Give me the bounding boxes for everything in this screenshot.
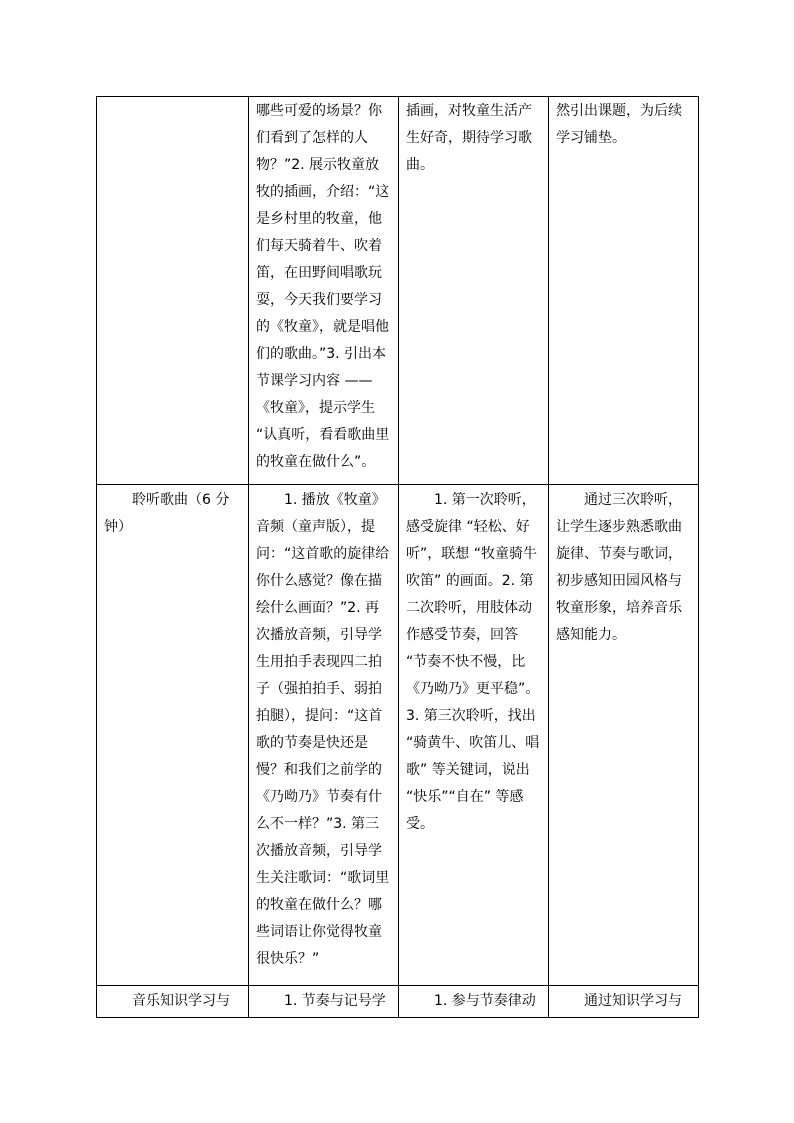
- design-intent-text: 通过三次聆听，让学生逐步熟悉歌曲旋律、节奏与歌词，初步感知田园风格与牧童形象，培养音乐感知能力。: [556, 492, 682, 643]
- table-row: [97, 97, 699, 485]
- teacher-activity-cell: [249, 97, 399, 485]
- student-activity-text: 插画，对牧童生活产生好奇，期待学习歌曲。: [406, 103, 532, 173]
- stage-text: 聆听歌曲（6 分钟）: [104, 492, 230, 535]
- stage-cell: [97, 97, 249, 485]
- teacher-activity-text: 1. 节奏与记号学: [284, 993, 386, 1009]
- design-intent-text: 通过知识学习与: [584, 993, 682, 1009]
- student-activity-cell: [399, 986, 549, 1018]
- teacher-activity-text: 1. 播放《牧童》音频（童声版），提问：“这首歌的旋律给你什么感觉？像在描绘什么画面？”2. 再次播放音频，引导学生用拍手表现四二拍子（强拍拍手、弱拍拍腿），提问：“这首歌的节奏是快还是慢？和我们之前学的《乃呦乃》节奏有什么不一样？”3. 第三次播放音频，引导学生关注歌词：“歌词里的牧童在做什么？哪些词语让你觉得牧童很快乐？”: [256, 492, 390, 967]
- stage-cell: [97, 485, 249, 986]
- design-intent-cell: [549, 485, 699, 986]
- table-row: [97, 485, 699, 986]
- design-intent-cell: [549, 97, 699, 485]
- student-activity-text: 1. 参与节奏律动: [434, 993, 536, 1009]
- design-intent-text: 然引出课题，为后续学习铺垫。: [556, 103, 682, 146]
- teacher-activity-cell: [249, 986, 399, 1018]
- student-activity-cell: [399, 485, 549, 986]
- student-activity-text: 1. 第一次聆听，感受旋律 “轻松、好听”，联想 “牧童骑牛吹笛” 的画面。2. 第二次聆听，用肢体动作感受节奏，回答 “节奏不快不慢，比《乃呦乃》更平稳”。3. 第三次聆听，找出 “骑黄牛、吹笛儿、唱歌” 等关键词，说出 “快乐”“自在” 等感受。: [406, 492, 541, 832]
- teacher-activity-cell: [249, 485, 399, 986]
- design-intent-cell: [549, 986, 699, 1018]
- lesson-plan-table: [96, 96, 699, 1018]
- student-activity-cell: [399, 97, 549, 485]
- table-row: [97, 986, 699, 1018]
- teacher-activity-text: 哪些可爱的场景？你们看到了怎样的人物？”2. 展示牧童放牧的插画，介绍：“这是乡村里的牧童，他们每天骑着牛、吹着笛，在田野间唱歌玩耍，今天我们要学习的《牧童》，就是唱他们的歌曲。”3. 引出本节课学习内容 ——《牧童》，提示学生 “认真听，看看歌曲里的牧童在做什么”。: [256, 103, 390, 470]
- stage-text: 音乐知识学习与: [132, 993, 230, 1009]
- stage-cell: [97, 986, 249, 1018]
